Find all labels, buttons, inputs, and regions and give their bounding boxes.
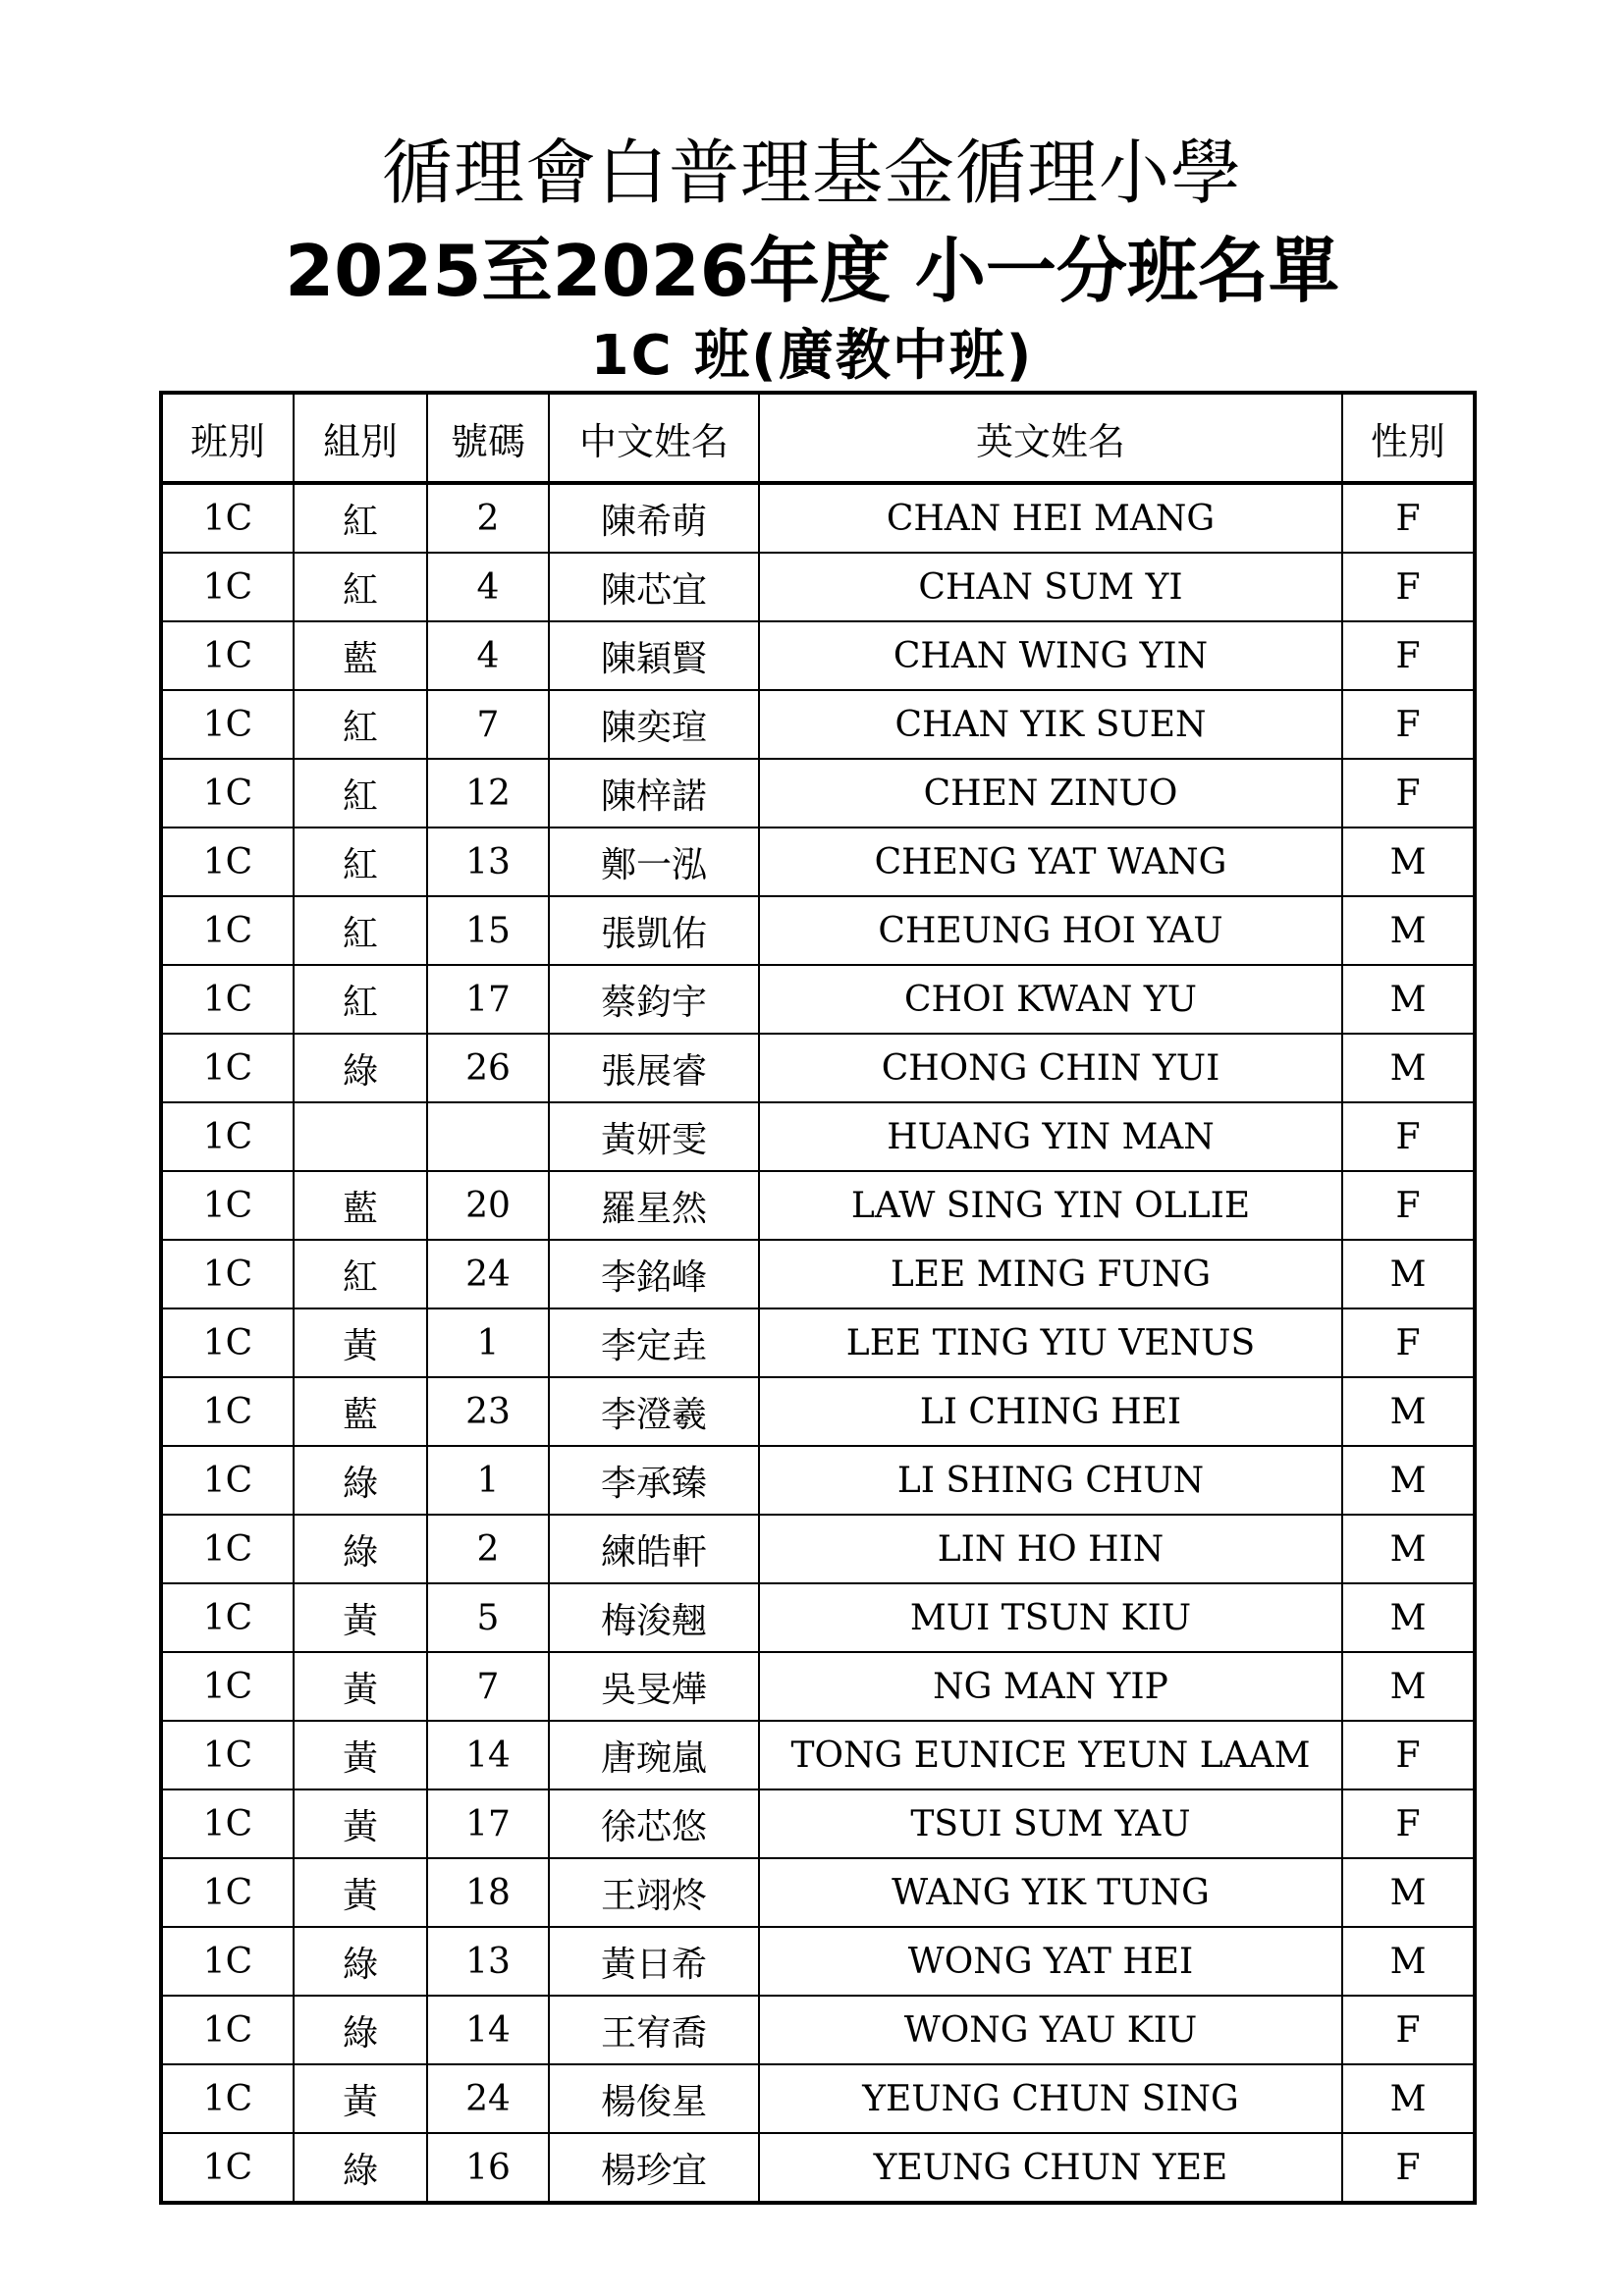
- cell-number: [427, 1102, 549, 1171]
- cell-group: 藍: [294, 1171, 427, 1240]
- cell-chinese-name: 黃妍雯: [549, 1102, 759, 1171]
- cell-class: 1C: [161, 553, 294, 621]
- cell-english-name: CHOI KWAN YU: [759, 965, 1342, 1034]
- cell-english-name: LAW SING YIN OLLIE: [759, 1171, 1342, 1240]
- cell-english-name: CHENG YAT WANG: [759, 828, 1342, 896]
- table-body: [161, 483, 1475, 2203]
- cell-sex: M: [1342, 896, 1475, 965]
- cell-number: 14: [427, 1996, 549, 2064]
- cell-class: 1C: [161, 1377, 294, 1446]
- cell-english-name: TONG EUNICE YEUN LAAM: [759, 1721, 1342, 1789]
- cell-class: 1C: [161, 621, 294, 690]
- table-row: [161, 1240, 1475, 1308]
- table-row: [161, 759, 1475, 828]
- cell-group: 紅: [294, 965, 427, 1034]
- cell-chinese-name: 張凱佑: [549, 896, 759, 965]
- cell-english-name: CHONG CHIN YUI: [759, 1034, 1342, 1102]
- cell-group: 紅: [294, 483, 427, 553]
- table-row: [161, 1102, 1475, 1171]
- table-header-row: [161, 393, 1475, 483]
- cell-group: 綠: [294, 2133, 427, 2203]
- cell-chinese-name: 陳梓諾: [549, 759, 759, 828]
- cell-class: 1C: [161, 1240, 294, 1308]
- cell-sex: M: [1342, 1034, 1475, 1102]
- cell-number: 16: [427, 2133, 549, 2203]
- cell-group: 黃: [294, 1789, 427, 1858]
- cell-english-name: CHAN WING YIN: [759, 621, 1342, 690]
- cell-number: 15: [427, 896, 549, 965]
- cell-number: 14: [427, 1721, 549, 1789]
- cell-sex: M: [1342, 1927, 1475, 1996]
- table-row: [161, 2064, 1475, 2133]
- cell-class: 1C: [161, 759, 294, 828]
- cell-sex: F: [1342, 1308, 1475, 1377]
- cell-english-name: LIN HO HIN: [759, 1515, 1342, 1583]
- cell-number: 13: [427, 828, 549, 896]
- cell-chinese-name: 羅星然: [549, 1171, 759, 1240]
- column-header-sex: 性別: [1342, 393, 1475, 483]
- cell-class: 1C: [161, 1034, 294, 1102]
- cell-sex: M: [1342, 2064, 1475, 2133]
- cell-english-name: WONG YAT HEI: [759, 1927, 1342, 1996]
- cell-class: 1C: [161, 1789, 294, 1858]
- column-header-number: 號碼: [427, 393, 549, 483]
- cell-chinese-name: 陳奕瑄: [549, 690, 759, 759]
- cell-group: 紅: [294, 1240, 427, 1308]
- cell-group: 綠: [294, 1927, 427, 1996]
- table-row: [161, 1583, 1475, 1652]
- cell-class: 1C: [161, 1102, 294, 1171]
- cell-group: 紅: [294, 690, 427, 759]
- cell-number: 4: [427, 621, 549, 690]
- cell-group: 紅: [294, 828, 427, 896]
- table-row: [161, 1996, 1475, 2064]
- cell-group: 綠: [294, 1034, 427, 1102]
- cell-class: 1C: [161, 483, 294, 553]
- cell-number: 26: [427, 1034, 549, 1102]
- cell-sex: F: [1342, 553, 1475, 621]
- cell-class: 1C: [161, 1858, 294, 1927]
- cell-chinese-name: 徐芯悠: [549, 1789, 759, 1858]
- cell-group: 藍: [294, 1377, 427, 1446]
- cell-class: 1C: [161, 1171, 294, 1240]
- cell-group: 黃: [294, 1721, 427, 1789]
- cell-number: 18: [427, 1858, 549, 1927]
- table-row: [161, 1034, 1475, 1102]
- cell-chinese-name: 吳旻燁: [549, 1652, 759, 1721]
- cell-group: [294, 1102, 427, 1171]
- cell-class: 1C: [161, 896, 294, 965]
- cell-number: 12: [427, 759, 549, 828]
- cell-english-name: NG MAN YIP: [759, 1652, 1342, 1721]
- cell-number: 17: [427, 1789, 549, 1858]
- cell-group: 綠: [294, 1515, 427, 1583]
- table-row: [161, 690, 1475, 759]
- cell-class: 1C: [161, 2133, 294, 2203]
- cell-sex: M: [1342, 1652, 1475, 1721]
- cell-chinese-name: 陳希萌: [549, 483, 759, 553]
- class-roster-table: [159, 391, 1477, 2205]
- column-header-group: 組別: [294, 393, 427, 483]
- class-title: 1C 班(廣教中班): [590, 324, 1034, 388]
- cell-number: 20: [427, 1171, 549, 1240]
- table-row: [161, 1446, 1475, 1515]
- cell-sex: M: [1342, 1377, 1475, 1446]
- column-header-english-name: 英文姓名: [759, 393, 1342, 483]
- cell-class: 1C: [161, 1721, 294, 1789]
- cell-chinese-name: 唐琬嵐: [549, 1721, 759, 1789]
- table-row: [161, 553, 1475, 621]
- cell-chinese-name: 李澄羲: [549, 1377, 759, 1446]
- cell-number: 23: [427, 1377, 549, 1446]
- cell-number: 2: [427, 1515, 549, 1583]
- cell-sex: F: [1342, 690, 1475, 759]
- cell-number: 2: [427, 483, 549, 553]
- table-row: [161, 1652, 1475, 1721]
- cell-class: 1C: [161, 1996, 294, 2064]
- table-row: [161, 1377, 1475, 1446]
- cell-sex: M: [1342, 1858, 1475, 1927]
- cell-sex: F: [1342, 1789, 1475, 1858]
- cell-english-name: CHAN HEI MANG: [759, 483, 1342, 553]
- cell-number: 1: [427, 1446, 549, 1515]
- cell-class: 1C: [161, 1515, 294, 1583]
- cell-chinese-name: 楊珍宜: [549, 2133, 759, 2203]
- table-row: [161, 483, 1475, 553]
- cell-chinese-name: 王宥喬: [549, 1996, 759, 2064]
- table-row: [161, 1721, 1475, 1789]
- cell-chinese-name: 王翊炵: [549, 1858, 759, 1927]
- cell-group: 藍: [294, 621, 427, 690]
- table-row: [161, 1171, 1475, 1240]
- document-subtitle: 2025至2026年度 小一分班名單: [285, 230, 1339, 312]
- cell-english-name: CHEUNG HOI YAU: [759, 896, 1342, 965]
- cell-group: 黃: [294, 1308, 427, 1377]
- cell-chinese-name: 練皓軒: [549, 1515, 759, 1583]
- column-header-chinese-name: 中文姓名: [549, 393, 759, 483]
- cell-english-name: TSUI SUM YAU: [759, 1789, 1342, 1858]
- cell-chinese-name: 楊俊星: [549, 2064, 759, 2133]
- cell-english-name: HUANG YIN MAN: [759, 1102, 1342, 1171]
- cell-chinese-name: 鄭一泓: [549, 828, 759, 896]
- cell-english-name: LEE MING FUNG: [759, 1240, 1342, 1308]
- table-row: [161, 1515, 1475, 1583]
- table-row: [161, 1789, 1475, 1858]
- cell-sex: M: [1342, 965, 1475, 1034]
- cell-number: 13: [427, 1927, 549, 1996]
- cell-sex: M: [1342, 1515, 1475, 1583]
- cell-english-name: CHAN YIK SUEN: [759, 690, 1342, 759]
- cell-chinese-name: 李承臻: [549, 1446, 759, 1515]
- cell-class: 1C: [161, 1583, 294, 1652]
- cell-english-name: LI CHING HEI: [759, 1377, 1342, 1446]
- cell-chinese-name: 李定垚: [549, 1308, 759, 1377]
- cell-english-name: MUI TSUN KIU: [759, 1583, 1342, 1652]
- school-name: 循理會白普理基金循理小學: [381, 132, 1242, 214]
- cell-class: 1C: [161, 1308, 294, 1377]
- cell-english-name: WANG YIK TUNG: [759, 1858, 1342, 1927]
- cell-sex: F: [1342, 483, 1475, 553]
- column-header-class: 班別: [161, 393, 294, 483]
- cell-english-name: WONG YAU KIU: [759, 1996, 1342, 2064]
- table-row: [161, 621, 1475, 690]
- cell-group: 紅: [294, 896, 427, 965]
- cell-group: 黃: [294, 2064, 427, 2133]
- cell-class: 1C: [161, 1652, 294, 1721]
- table-row: [161, 1858, 1475, 1927]
- cell-number: 4: [427, 553, 549, 621]
- cell-sex: F: [1342, 759, 1475, 828]
- cell-class: 1C: [161, 690, 294, 759]
- table-row: [161, 1308, 1475, 1377]
- cell-number: 1: [427, 1308, 549, 1377]
- cell-group: 綠: [294, 1446, 427, 1515]
- cell-number: 24: [427, 1240, 549, 1308]
- cell-number: 17: [427, 965, 549, 1034]
- table-row: [161, 828, 1475, 896]
- cell-sex: F: [1342, 1721, 1475, 1789]
- cell-english-name: CHAN SUM YI: [759, 553, 1342, 621]
- cell-sex: F: [1342, 1102, 1475, 1171]
- table-row: [161, 896, 1475, 965]
- cell-class: 1C: [161, 828, 294, 896]
- cell-chinese-name: 蔡鈞宇: [549, 965, 759, 1034]
- cell-english-name: YEUNG CHUN SING: [759, 2064, 1342, 2133]
- cell-class: 1C: [161, 1927, 294, 1996]
- cell-group: 黃: [294, 1858, 427, 1927]
- cell-group: 紅: [294, 759, 427, 828]
- cell-english-name: LEE TING YIU VENUS: [759, 1308, 1342, 1377]
- cell-sex: F: [1342, 1171, 1475, 1240]
- cell-number: 24: [427, 2064, 549, 2133]
- cell-sex: M: [1342, 1446, 1475, 1515]
- cell-chinese-name: 陳芯宜: [549, 553, 759, 621]
- cell-sex: F: [1342, 1996, 1475, 2064]
- cell-number: 7: [427, 1652, 549, 1721]
- cell-group: 黃: [294, 1583, 427, 1652]
- cell-sex: M: [1342, 1583, 1475, 1652]
- table-row: [161, 965, 1475, 1034]
- cell-number: 5: [427, 1583, 549, 1652]
- cell-english-name: YEUNG CHUN YEE: [759, 2133, 1342, 2203]
- cell-number: 7: [427, 690, 549, 759]
- cell-english-name: CHEN ZINUO: [759, 759, 1342, 828]
- cell-group: 紅: [294, 553, 427, 621]
- cell-chinese-name: 梅浚翹: [549, 1583, 759, 1652]
- cell-chinese-name: 黃日希: [549, 1927, 759, 1996]
- cell-class: 1C: [161, 965, 294, 1034]
- cell-english-name: LI SHING CHUN: [759, 1446, 1342, 1515]
- cell-sex: F: [1342, 621, 1475, 690]
- cell-chinese-name: 張展睿: [549, 1034, 759, 1102]
- cell-sex: M: [1342, 828, 1475, 896]
- table-row: [161, 1927, 1475, 1996]
- cell-class: 1C: [161, 2064, 294, 2133]
- cell-chinese-name: 陳穎賢: [549, 621, 759, 690]
- cell-sex: F: [1342, 2133, 1475, 2203]
- table-row: [161, 2133, 1475, 2203]
- cell-chinese-name: 李銘峰: [549, 1240, 759, 1308]
- cell-sex: M: [1342, 1240, 1475, 1308]
- cell-group: 綠: [294, 1996, 427, 2064]
- cell-group: 黃: [294, 1652, 427, 1721]
- cell-class: 1C: [161, 1446, 294, 1515]
